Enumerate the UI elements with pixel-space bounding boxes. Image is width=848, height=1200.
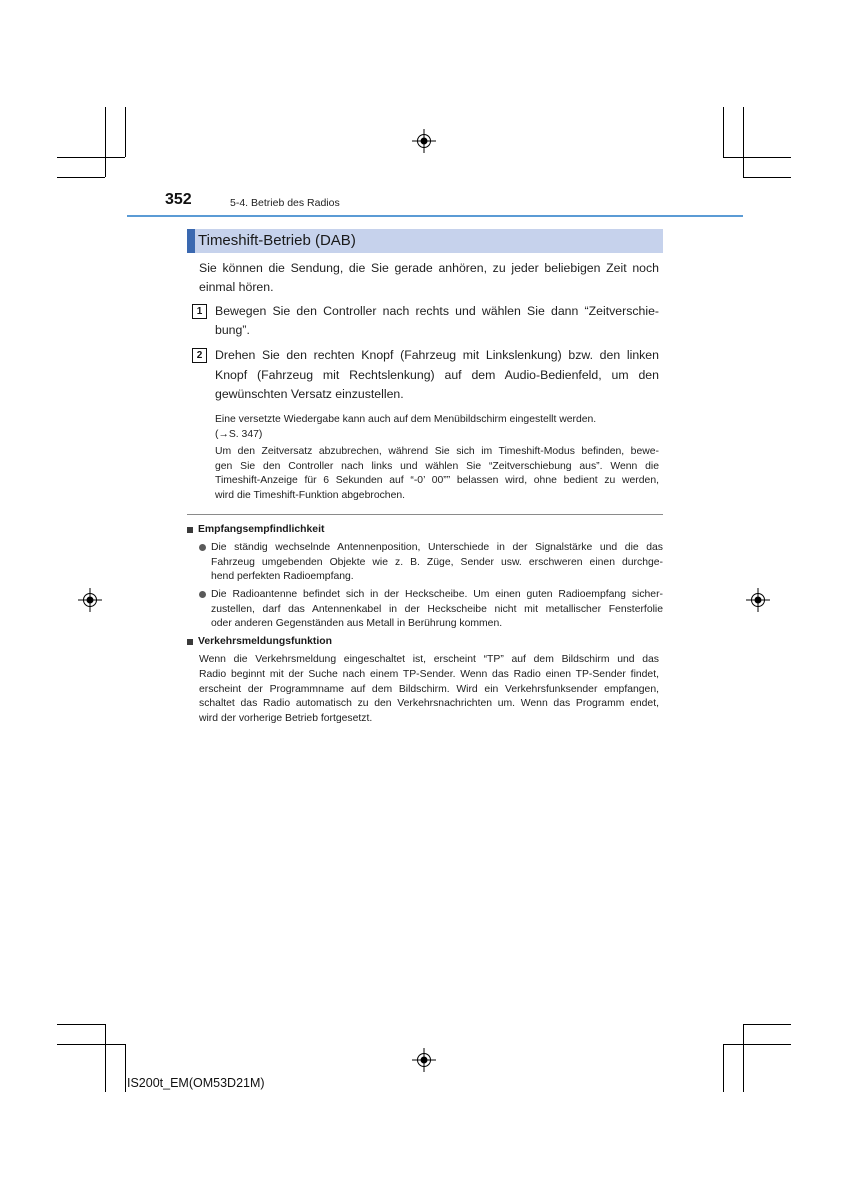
- document-code: IS200t_EM(OM53D21M): [127, 1076, 265, 1090]
- step-text: [215, 346, 659, 405]
- crop-mark: [743, 177, 791, 178]
- note-line: gen Sie den Controller nach links und wählen Sie “Zeitverschiebung aus”. Wenn die: [215, 460, 659, 472]
- bullet-item: [211, 541, 663, 585]
- note-line: wird die Timeshift-Funktion abgebrochen.: [215, 490, 406, 502]
- crop-mark: [57, 1044, 125, 1045]
- note-line: Timeshift-Anzeige für 6 Sekunden auf “-0’ 00”” belassen wird, ohne bedient zu werden,: [215, 475, 659, 487]
- crop-mark: [723, 1044, 724, 1092]
- crop-mark: [57, 157, 125, 158]
- note-line: Eine versetzte Wiedergabe kann auch auf dem Menübildschirm eingestellt werden.: [215, 414, 597, 425]
- info-heading: Empfangsempfindlichkeit: [198, 524, 325, 535]
- info-heading: Verkehrsmeldungsfunktion: [198, 636, 332, 647]
- crop-mark: [125, 107, 126, 157]
- paragraph-line: wird der vorherige Betrieb fortgesetzt.: [199, 713, 373, 724]
- registration-mark-icon: [409, 126, 439, 156]
- round-bullet-icon: [199, 591, 206, 598]
- paragraph-line: schaltet das Radio automatisch zu den Verkehrsnachrichten um. Wenn das Programm endet,: [199, 698, 659, 710]
- note-line: Um den Zeitversatz abzubrechen, während Sie sich im Timeshift-Modus befinden, bewe-: [215, 446, 659, 457]
- registration-mark-icon: [75, 585, 105, 615]
- step-text: [215, 302, 659, 340]
- paragraph-line: erscheint der Programmname auf dem Bildschirm. Wird ein Verkehrsfunksender empfangen,: [199, 683, 659, 695]
- bullet-line: Die ständig wechselnde Antennenposition, Unterschiede in der Signalstärke und die das: [211, 542, 663, 553]
- header-rule: [127, 215, 743, 217]
- intro-paragraph: [199, 259, 659, 297]
- crop-mark: [105, 107, 106, 177]
- step-note: [215, 413, 659, 442]
- crop-mark: [743, 1024, 791, 1025]
- square-bullet-icon: [187, 639, 193, 645]
- section-heading: [187, 229, 663, 253]
- step-text-line: gewünschten Versatz einzustellen.: [215, 387, 404, 401]
- heading-accent-bar: [187, 229, 195, 253]
- step-note: [215, 445, 659, 504]
- bullet-line: Fahrzeug umgebenden Objekte wie z. B. Züge, Sender usw. erschweren einen durchge-: [211, 556, 663, 568]
- crop-mark: [723, 107, 724, 157]
- section-breadcrumb: 5-4. Betrieb des Radios: [230, 197, 340, 209]
- bullet-line: zustellen, darf das Antennenkabel in der Heckscheibe nicht mit metallischer Fensterfolie: [211, 603, 663, 615]
- square-bullet-icon: [187, 527, 193, 533]
- registration-mark-icon: [409, 1045, 439, 1075]
- paragraph-line: Radio beginnt mit der Suche nach einem TP-Sender. Wenn das Radio einen TP-Sender findet,: [199, 668, 659, 680]
- crop-mark: [57, 177, 105, 178]
- step-number-badge: 2: [192, 348, 207, 363]
- bullet-line: hend perfekten Radioempfang.: [211, 571, 354, 582]
- registration-mark-icon: [743, 585, 773, 615]
- step-text-line: Knopf (Fahrzeug mit Rechtslenkung) auf dem Audio-Bedienfeld, um den: [215, 367, 659, 382]
- page-number: 352: [165, 191, 192, 208]
- bullet-item: [211, 588, 663, 632]
- paragraph-line: Wenn die Verkehrsmeldung eingeschaltet ist, erscheint “TP” auf dem Bildschirm und das: [199, 654, 659, 665]
- intro-line: einmal hören.: [199, 280, 274, 294]
- section-divider: [187, 514, 663, 515]
- bullet-line: oder anderen Gegenständen aus Metall in Berührung kommen.: [211, 618, 503, 629]
- step-number-badge: 1: [192, 304, 207, 319]
- bullet-line: Die Radioantenne befindet sich in der Heckscheibe. Um einen guten Radioempfang sicher-: [211, 589, 663, 600]
- crop-mark: [57, 1024, 105, 1025]
- intro-line: Sie können die Sendung, die Sie gerade anhören, zu jeder beliebigen Zeit noch: [199, 261, 659, 275]
- crop-mark: [125, 1044, 126, 1092]
- step-text-line: bung”.: [215, 323, 250, 337]
- step-text-line: Bewegen Sie den Controller nach rechts und wählen Sie dann “Zeitverschie-: [215, 304, 659, 318]
- section-title: Timeshift-Betrieb (DAB): [198, 232, 356, 249]
- crop-mark: [743, 1024, 744, 1092]
- crop-mark: [105, 1024, 106, 1092]
- crop-mark: [723, 1044, 791, 1045]
- step-text-line: Drehen Sie den rechten Knopf (Fahrzeug mit Linkslenkung) bzw. den linken: [215, 348, 659, 362]
- crop-mark: [723, 157, 791, 158]
- round-bullet-icon: [199, 544, 206, 551]
- info-paragraph: [199, 653, 659, 727]
- crop-mark: [743, 107, 744, 177]
- note-line: (→S. 347): [215, 428, 263, 440]
